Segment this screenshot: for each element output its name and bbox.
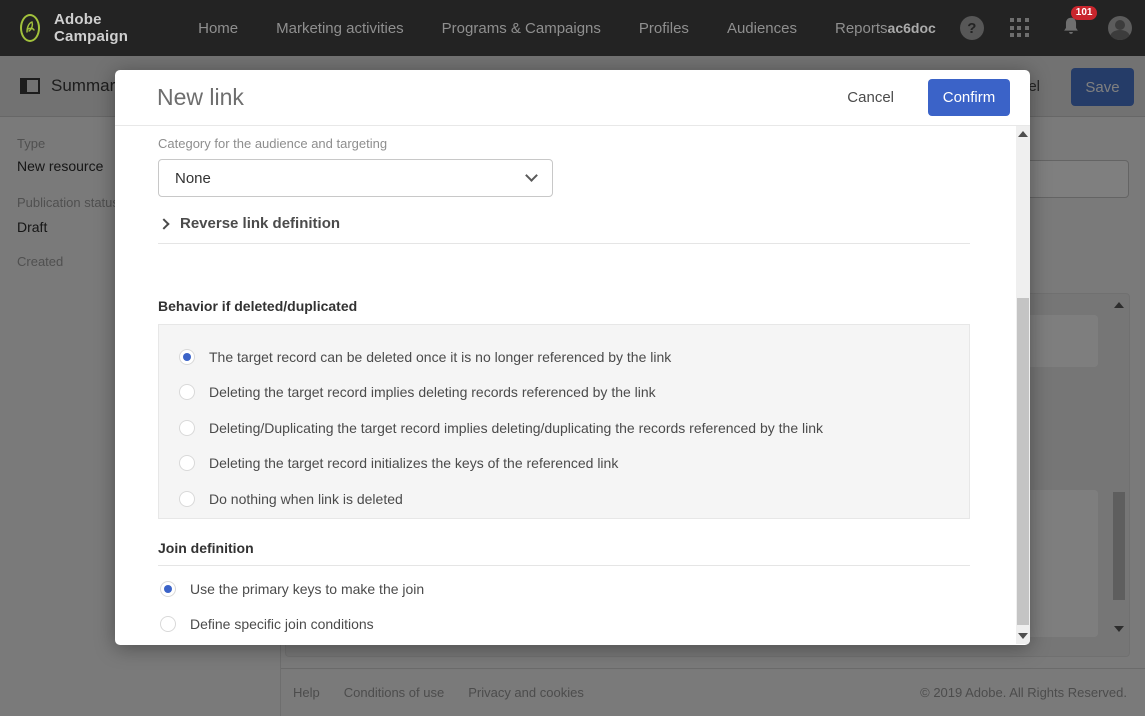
nav-item-home[interactable]: Home — [198, 19, 239, 37]
dialog-body — [115, 126, 1030, 644]
radio-icon[interactable] — [179, 455, 195, 471]
nav-item-reports[interactable]: Reports — [835, 19, 888, 37]
scroll-down-icon[interactable] — [1018, 633, 1028, 639]
radio-icon[interactable] — [160, 616, 176, 632]
radio-label: Deleting/Duplicating the target record implies deleting/duplicating the records referenced by the link — [209, 419, 824, 436]
nav-menu — [198, 20, 887, 37]
join-option-1[interactable] — [160, 571, 424, 607]
divider — [158, 243, 970, 244]
chevron-down-icon — [525, 169, 538, 182]
scroll-up-icon[interactable] — [1018, 131, 1028, 137]
user-account-label[interactable]: ac6doc — [887, 20, 936, 36]
behavior-option-2[interactable] — [179, 375, 969, 411]
modal-scrollbar-track[interactable] — [1016, 126, 1030, 644]
behavior-options-panel — [158, 324, 970, 519]
reverse-link-definition-label: Reverse link definition — [180, 215, 341, 232]
radio-label: The target record can be deleted once it is no longer referenced by the link — [209, 348, 672, 365]
user-avatar[interactable] — [1108, 16, 1132, 40]
radio-label: Define specific join conditions — [190, 616, 374, 633]
notification-badge: 101 — [1071, 6, 1098, 20]
brand-title: Adobe Campaign — [54, 11, 129, 45]
behavior-option-1[interactable] — [179, 339, 969, 375]
behavior-option-3[interactable] — [179, 410, 969, 446]
category-select-value: None — [175, 169, 211, 187]
radio-icon[interactable] — [179, 349, 195, 365]
radio-icon[interactable] — [179, 420, 195, 436]
dialog-confirm-button[interactable]: Confirm — [928, 79, 1010, 116]
new-link-dialog — [115, 70, 1030, 645]
chevron-right-icon — [158, 218, 169, 229]
help-icon[interactable]: ? — [960, 16, 984, 40]
nav-item-profiles[interactable]: Profiles — [638, 19, 689, 37]
radio-icon[interactable] — [160, 581, 176, 597]
behavior-section-heading: Behavior if deleted/duplicated — [158, 298, 358, 314]
radio-icon[interactable] — [179, 491, 195, 507]
join-section-heading: Join definition — [158, 540, 254, 556]
radio-icon[interactable] — [179, 384, 195, 400]
radio-label: Do nothing when link is deleted — [209, 490, 403, 507]
nav-item-programs-campaigns[interactable]: Programs & Campaigns — [441, 19, 601, 37]
category-label: Category for the audience and targeting — [158, 136, 388, 151]
join-option-2[interactable] — [160, 607, 424, 643]
reverse-link-definition-toggle[interactable] — [160, 215, 340, 232]
dialog-header — [115, 70, 1030, 126]
divider — [158, 565, 970, 566]
behavior-option-4[interactable] — [179, 446, 969, 482]
radio-label: Deleting the target record initializes the keys of the referenced link — [209, 455, 619, 472]
behavior-option-5[interactable] — [179, 481, 969, 517]
top-nav — [0, 0, 1145, 56]
radio-label: Deleting the target record implies deleting records referenced by the link — [209, 384, 656, 401]
app-grid-icon[interactable] — [1010, 18, 1030, 38]
modal-scrollbar-thumb[interactable] — [1017, 298, 1029, 625]
adobe-campaign-logo-icon — [20, 14, 40, 42]
notifications-button[interactable] — [1060, 6, 1093, 42]
nav-item-marketing-activities[interactable]: Marketing activities — [276, 19, 404, 37]
category-select[interactable] — [158, 159, 553, 197]
radio-label: Use the primary keys to make the join — [190, 580, 425, 597]
nav-item-audiences[interactable]: Audiences — [726, 19, 797, 37]
dialog-title: New link — [157, 84, 244, 110]
join-options — [160, 571, 424, 642]
dialog-cancel-button[interactable]: Cancel — [847, 89, 894, 106]
